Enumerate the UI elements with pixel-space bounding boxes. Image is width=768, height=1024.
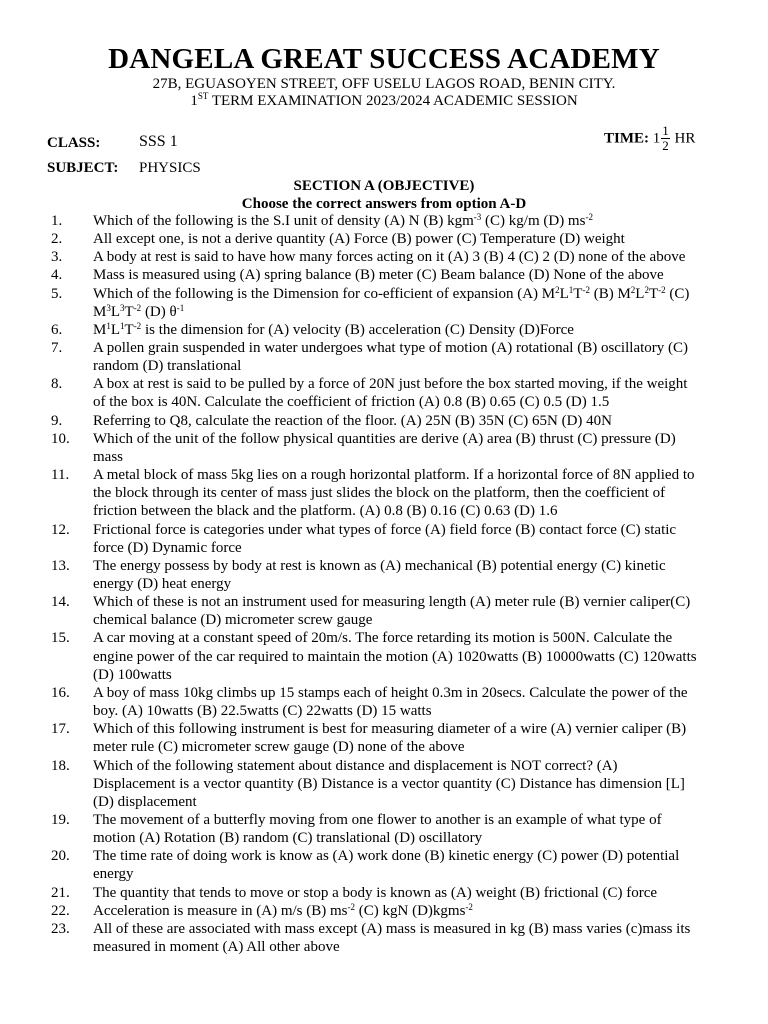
time-fraction-denominator: 2 [662,138,669,153]
subject-label: SUBJECT: [47,160,119,176]
question-line: motion (A) Rotation (B) random (C) translational (D) oscillatory [93,830,483,847]
question-line: Mass is measured using (A) spring balance (B) meter (C) Beam balance (D) None of the above [93,267,664,284]
question-line: A car moving at a constant speed of 20m/s. The force retarding its motion is 500N. Calculate the [93,630,673,647]
time-whole: 1 [652,130,661,147]
section-instruction: Choose the correct answers from option A-D [241,196,527,212]
question-line: boy. (A) 10watts (B) 22.5watts (C) 22watts (D) 15 watts [93,703,432,720]
question-text [93,266,721,284]
question-number: 16. [51,684,70,701]
question-number: 20. [51,848,70,865]
question-line: $M^1L^1T^{-2}$ is the dimension for (A) velocity (B) acceleration (C) Density (D)Force [93,320,574,338]
question-number: 6. [51,321,63,338]
question-number: 10. [51,430,70,447]
question-line: The quantity that tends to move or stop a body is known as (A) weight (B) frictional (C) force [93,884,658,901]
question-line: A boy of mass 10kg climbs up 15 stamps each of height 0.3m in 20secs. Calculate the power of the [93,684,688,701]
exam-session [0,92,768,110]
question-line: (D) 100watts [93,666,172,683]
question-number: 7. [51,340,63,357]
question-number: 13. [51,557,70,574]
question-text [93,920,721,956]
question-line: energy (D) heat energy [93,575,232,592]
question-text [93,811,721,847]
question-text [93,720,721,756]
question-line: $M^3L^3T^{-2}$ (D) $\theta^{-1}$ [93,302,185,320]
question-text [93,339,721,375]
question-line: A metal block of mass 5kg lies on a rough horizontal platform. If a horizontal force of 8N applied to [93,467,695,484]
question-line: random (D) translational [93,358,242,375]
question-line: force (D) Dynamic force [93,539,242,556]
question-number: 2. [51,231,63,248]
time-label: TIME: [604,130,649,147]
question-text [93,902,721,920]
question-number: 8. [51,376,63,393]
question-text [93,212,721,230]
question-text [93,430,721,466]
session-ordinal-suffix: ST [197,91,209,101]
question-line: of the box is 40N. Calculate the coefficient of friction (A) 0.8 (B) 0.65 (C) 0.5 (D) 1.5 [93,394,610,411]
time-fraction-numerator: 1 [662,123,669,138]
school-address: 27B, EGUASOYEN STREET, OFF USELU LAGOS ROAD, BENIN CITY. [152,76,616,92]
question-line: mass [93,448,123,465]
question-line: meter rule (C) micrometer screw gauge (D) none of the above [93,739,465,756]
question-line: Frictional force is categories under what types of force (A) field force (B) contact force (C) static [93,521,677,538]
session-ordinal: 1 [190,93,198,109]
question-number: 23. [51,920,70,937]
question-text [93,847,721,883]
question-text [93,248,721,266]
question-line: All of these are associated with mass except (A) mass is measured in kg (B) mass varies (c)mass its [93,920,691,937]
question-text [93,629,721,683]
exam-time [604,124,695,153]
question-number: 19. [51,811,70,828]
class-label: CLASS: [47,135,101,151]
question-line: measured in moment (A) All other above [93,938,340,955]
question-line: Which of these is not an instrument used for measuring length (A) meter rule (B) vernier caliper(C) [93,594,691,611]
question-number: 22. [51,902,70,919]
question-text [93,412,721,430]
question-line: All except one, is not a derive quantity (A) Force (B) power (C) Temperature (D) weight [93,231,625,248]
question-line: Which of the following is the S.I unit of density (A) N (B) kgm$^{-3}$ (C) kg/m (D) $ms^{-2}$ [93,212,593,229]
question-line: Displacement is a vector quantity (B) Distance is a vector quantity (C) Distance has dimension [L] [93,775,685,792]
question-text [93,375,721,411]
class-value: SSS 1 [139,133,178,150]
school-name: DANGELA GREAT SUCCESS ACADEMY [108,43,660,75]
question-line: friction between the black and the platform. (A) 0.8 (B) 0.16 (C) 0.63 (D) 1.6 [93,503,558,520]
question-text [93,557,721,593]
question-number: 9. [51,412,63,429]
question-line: energy [93,866,134,883]
question-line: the block through its center of mass just slides the block on the platform, then the coefficient of [93,485,666,502]
question-number: 14. [51,594,70,611]
question-text [93,593,721,629]
question-text [93,884,721,902]
question-text [93,684,721,720]
time-unit: HR [674,130,696,147]
subject-value: PHYSICS [139,160,201,176]
question-text [93,521,721,557]
question-line: Which of the following is the Dimension for co-efficient of expansion (A) $M^2L^1T^{-2}$ (B) $M^2L^2T^{-2}$ (C) [93,284,690,302]
question-number: 17. [51,721,70,738]
question-number: 5. [51,285,63,302]
question-text [93,230,721,248]
question-line: (D) displacement [93,793,197,810]
question-number: 4. [51,267,63,284]
question-line: The movement of a butterfly moving from one flower to another is an example of what type of [93,811,662,828]
question-number: 12. [51,521,70,538]
question-text [93,757,721,811]
question-line: A box at rest is said to be pulled by a force of 20N just before the box started moving, if the weight [93,376,688,393]
question-line: Which of the unit of the follow physical quantities are derive (A) area (B) thrust (C) pressure (D) [93,430,676,447]
time-fraction [661,124,670,153]
question-line: chemical balance (D) micrometer screw gauge [93,612,373,629]
question-line: A body at rest is said to have how many forces acting on it (A) 3 (B) 4 (C) 2 (D) none of the above [93,249,686,266]
question-line: Acceleration is measure in (A) m/s (B) $ms^{-2}$ (C) kgN (D)kgms$^{-2}$ [93,901,473,919]
question-text [93,321,721,339]
question-number: 18. [51,757,70,774]
question-line: The energy possess by body at rest is known as (A) mechanical (B) potential energy (C) kinetic [93,557,666,574]
question-line: Referring to Q8, calculate the reaction of the floor. (A) 25N (B) 35N (C) 65N (D) 40N [93,412,613,429]
question-line: Which of the following statement about distance and displacement is NOT correct? (A) [93,757,618,774]
question-number: 3. [51,249,63,266]
question-line: engine power of the car required to maintain the motion (A) 1020watts (B) 10000watts (C) 120watts [93,648,697,665]
question-line: Which of this following instrument is best for measuring diameter of a wire (A) vernier caliper (B) [93,721,687,738]
question-number: 1. [51,213,63,229]
question-line: A pollen grain suspended in water undergoes what type of motion (A) rotational (B) oscillatory (C) [93,340,689,357]
question-number: 15. [51,630,70,647]
section-title: SECTION A (OBJECTIVE) [293,178,475,194]
question-text [93,285,721,321]
question-number: 11. [51,467,70,484]
question-text [93,466,721,520]
question-line: The time rate of doing work is know as (A) work done (B) kinetic energy (C) power (D) potential [93,848,680,865]
session-text: TERM EXAMINATION 2023/2024 ACADEMIC SESSION [208,93,578,109]
question-number: 21. [51,884,70,901]
